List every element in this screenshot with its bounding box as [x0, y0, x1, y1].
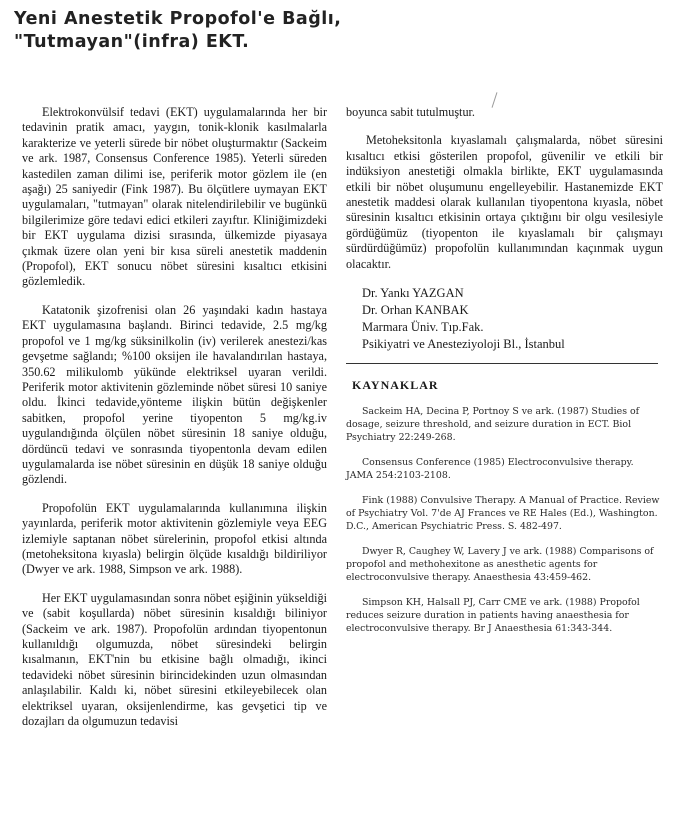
author-affiliation-2: Psikiyatri ve Anesteziyoloji Bl., İstanbul [362, 337, 565, 352]
author-signature [362, 285, 663, 353]
paragraph-literature: Propofolün EKT uygulamalarında kullanımına ilişkin yayınlarda, periferik motor aktivitenin gözlemiyle veya EEG izlemiyle saptanan nöbet sürelerinin, propofol etkisi altında (metoheksitona kıyasla) belirgin ölçüde kısaldığı bildiriliyor (Dwyer ve ark. 1988, Simpson ve ark. 1988). [22, 500, 327, 577]
right-column [346, 105, 663, 647]
left-column [22, 105, 327, 742]
author-2: Dr. Orhan KANBAK [362, 303, 469, 318]
author-1: Dr. Yankı YAZGAN [362, 286, 464, 301]
paragraph-discussion: Her EKT uygulamasından sonra nöbet eşiğinin yükseldiği ve (sabit koşullarda) nöbet süresinin kısaldığı biliniyor (Sackeim ve ark. 1987). Propofolün ardından tiyopentonun kullanıldığı olgumuzda, nöbet süresindeki belirgin kısalmanın, EKT'nin bu etkisine bağlı olmadığı, ikinci tedavideki nöbet süresinin birincidekinden uzun olmasından anlaşılabilir. Kaldı ki, nöbet süresini etkileyebilecek olan elektriksel uyaran, oksijenlendirme, kas gevşetici tip ve dozajları da olgumuzun tedavisi [22, 590, 327, 729]
paragraph-case: Katatonik şizofrenisi olan 26 yaşındaki kadın hastaya EKT uygulamasına başlandı. Birinci tedavide, 2.5 mg/kg propofol ve 1 mg/kg süksinilkolin (iv) verilerek anestezi/kas gevşetme sağlandı; %100 oksijen ile havalandırılan hastaya, 350.62 milikulomb yükünde elektriksel uyaran verildi. Periferik motor aktivitenin gözleminde nöbet süresi 10 saniye oldu. İkinci tedavide,yönteme ilişkin bütün değişkenler sabitken, propofol yerine tiyopenton 5 mg/kg.iv uygulandığında ölçülen nöbet süresinin 18 saniye olduğu, dördüncü tedavi ve sonrasında tiyopentonla devam edilen uygulamalarda ise nöbet süresinin en düşük 18 saniye olduğu gözlendi. [22, 302, 327, 487]
paragraph-continuation: boyunca sabit tutulmuştur. [346, 105, 475, 119]
reference-item: Simpson KH, Halsall PJ, Carr CME ve ark. (1988) Propofol reduces seizure duration in patients having anaesthesia for electroconvulsive therapy. Br J Anaesthesia 61:343-344. [346, 597, 640, 635]
reference-item: Consensus Conference (1985) Electroconvulsive therapy. JAMA 254:2103-2108. [346, 457, 634, 482]
section-divider [346, 363, 658, 364]
references-heading: KAYNAKLAR [352, 378, 439, 393]
author-affiliation-1: Marmara Üniv. Tıp.Fak. [362, 320, 484, 335]
article-title [14, 8, 434, 54]
reference-item: Dwyer R, Caughey W, Lavery J ve ark. (1988) Comparisons of propofol and methohexitone as anesthetic agents for electroconvulsive therapy. Anaesthesia 43:459-462. [346, 546, 654, 584]
reference-item: Fink (1988) Convulsive Therapy. A Manual of Practice. Review of Psychiatry Vol. 7'de AJ Frances ve RE Hales (Ed.), Washington. D.C., American Psychiatric Press. S. 482-497. [346, 495, 660, 533]
title-line-1: Yeni Anestetik Propofol'e Bağlı, [14, 9, 342, 29]
reference-item: Sackeim HA, Decina P, Portnoy S ve ark. (1987) Studies of dosage, seizure threshold, and seizure duration in ECT. Biol Psychiatry 22:249-268. [346, 406, 640, 444]
title-line-2: "Tutmayan"(infra) EKT. [14, 32, 250, 52]
paragraph-intro: Elektrokonvülsif tedavi (EKT) uygulamalarında her bir tedavinin pratik amacı, yaygın, tonik-klonik kasılmalarla karakterize ve yeterli sürede bir nöbet oluşturmaktır (Sackeim ve ark. 1987, Consensus Conference 1985). Yeterli süreden kastedilen zaman dilimi ise, periferik motor gözlem ile (en aşağı) 25 saniyedir (Fink 1987). Bu ölçütlere uymayan EKT uygulamaları, "tutmayan" olarak nitelendirilebilir ve bugünkü bilgilerimize göre tedavi edici etkileri zayıftır. Kliniğimizdeki bir EKT uygulama dizisi sırasında, ülkemizde piyasaya çıkmak üzere olan yeni bir kısa süreli anestetik maddenin (Propofol), EKT sonucu nöbet süresini kısaltıcı etkisini gözlemledik. [22, 105, 327, 289]
paragraph-conclusion: Metoheksitonla kıyaslamalı çalışmalarda, nöbet süresini kısaltıcı etkisi gösterilen propofol, güvenilir ve etkili bir indüksiyon anestetiği olmakla birlikte, EKT uygulamasında etkili bir nöbet oluşumunu engelleyebilir. Hastanemizde EKT anestetik maddesi olarak kullanılan tiyopentona kıyasla, nöbet süresinin kısaltıcı etkisinin ortaya çıktığını bir olgu vesilesiyle gördüğümüz (tiyopenton ile kıyaslamalı bir çalışmayı sürdürdüğümüz) propofolün kullanımından kaçınmak uygun olacaktır. [346, 133, 663, 271]
